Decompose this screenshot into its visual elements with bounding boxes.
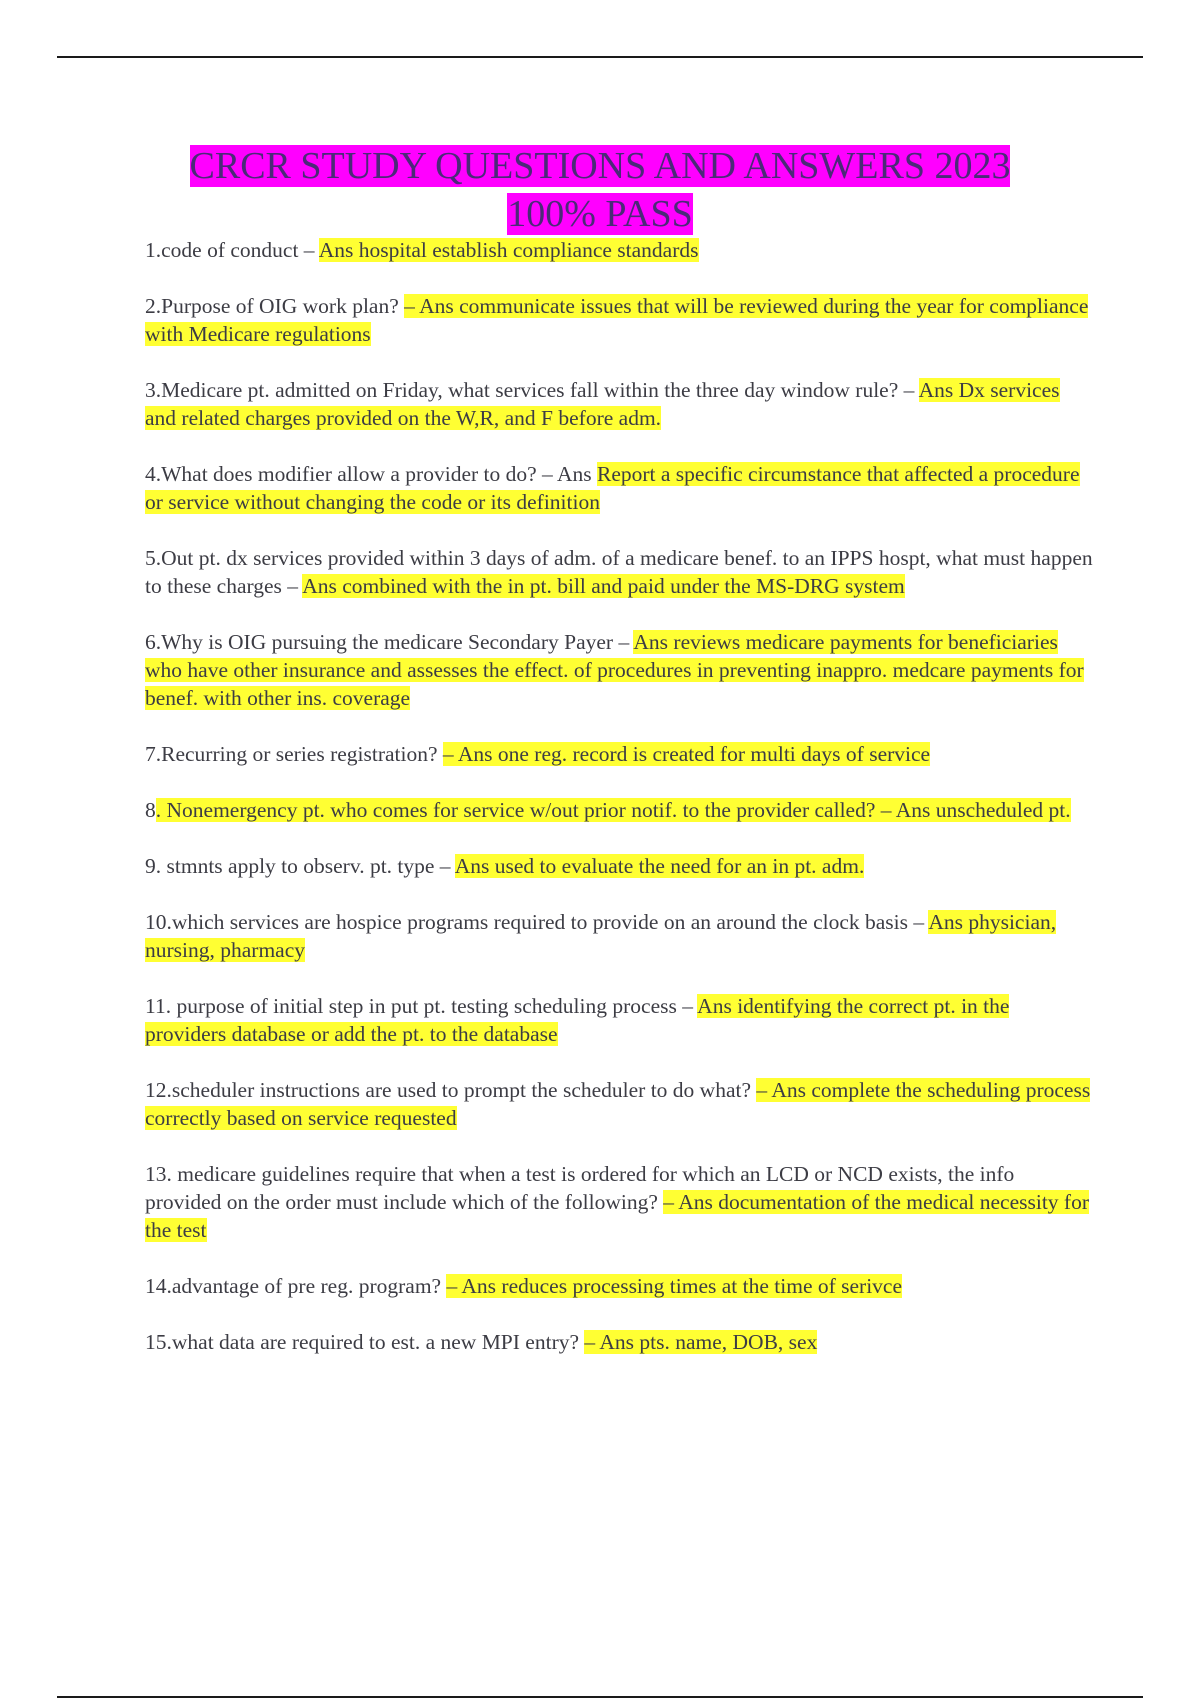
answer-text: Ans reviews medicare payments for beneficiaries who have other insurance and assesses the effect. of procedures in preventing inappro. medcare payments for benef. with other ins. coverage [145, 630, 1084, 710]
answer-text: Ans hospital establish compliance standards [318, 238, 699, 262]
answer-text: Ans identifying the correct pt. in the providers database or add the pt. to the database [145, 994, 1010, 1046]
qa-item-1 [145, 236, 1095, 264]
qa-item-4 [145, 460, 1095, 516]
qa-item-13 [145, 1160, 1095, 1244]
question-text: 12.scheduler instructions are used to prompt the scheduler to do what? [145, 1078, 757, 1102]
answer-text: Report a specific circumstance that affected a procedure or service without changing the code or its definition [145, 462, 1080, 514]
question-text: 6.Why is OIG pursuing the medicare Secondary Payer – [145, 630, 634, 654]
answer-text: – Ans complete the scheduling process correctly based on service requested [145, 1078, 1091, 1130]
qa-item-9 [145, 852, 1095, 880]
qa-item-8 [145, 796, 1095, 824]
answer-text: . Nonemergency pt. who comes for service w/out prior notif. to the provider called? – Ans unscheduled pt. [155, 798, 1071, 822]
answer-text: Ans combined with the in pt. bill and paid under the MS-DRG system [302, 574, 905, 598]
qa-item-12 [145, 1076, 1095, 1132]
question-text: 7.Recurring or series registration? [145, 742, 443, 766]
question-text: 14.advantage of pre reg. program? [145, 1274, 447, 1298]
answer-text: Ans used to evaluate the need for an in pt. adm. [454, 854, 865, 878]
answer-text: – Ans documentation of the medical necessity for the test [145, 1190, 1089, 1242]
title-line-1: CRCR STUDY QUESTIONS AND ANSWERS 2023 [189, 145, 1011, 187]
qa-item-3 [145, 376, 1095, 432]
question-text: 4.What does modifier allow a provider to do? – Ans [145, 462, 597, 486]
answer-text: Ans physician, nursing, pharmacy [145, 910, 1057, 962]
qa-item-10 [145, 908, 1095, 964]
qa-item-6 [145, 628, 1095, 712]
qa-item-7 [145, 740, 1095, 768]
question-text: 9. stmnts apply to observ. pt. type – [145, 854, 455, 878]
document-title [100, 142, 1100, 238]
answer-text: – Ans one reg. record is created for multi days of service [442, 742, 931, 766]
question-text: 1.code of conduct – [145, 238, 319, 262]
answer-text: – Ans reduces processing times at the time of serivce [446, 1274, 903, 1298]
qa-item-2 [145, 292, 1095, 348]
question-list [145, 236, 1095, 1384]
question-text: 11. purpose of initial step in put pt. testing scheduling process – [145, 994, 698, 1018]
answer-text: – Ans communicate issues that will be reviewed during the year for compliance with Medicare regulations [145, 294, 1089, 346]
question-text: 5.Out pt. dx services provided within 3 days of adm. of a medicare benef. to an IPPS hospt, what must happen to these charges – [145, 546, 1093, 598]
question-text: 10.which services are hospice programs required to provide on an around the clock basis – [145, 910, 929, 934]
question-text: 2.Purpose of OIG work plan? [145, 294, 405, 318]
qa-item-11 [145, 992, 1095, 1048]
qa-item-15 [145, 1328, 1095, 1356]
question-text: 15.what data are required to est. a new MPI entry? [145, 1330, 585, 1354]
question-text: 13. medicare guidelines require that when a test is ordered for which an LCD or NCD exists, the info provided on the order must include which of the following? [145, 1162, 1015, 1214]
top-rule [57, 56, 1143, 58]
question-text: 3.Medicare pt. admitted on Friday, what services fall within the three day window rule? – [145, 378, 919, 402]
title-line-2: 100% PASS [507, 193, 693, 235]
answer-text: Ans Dx services and related charges provided on the W,R, and F before adm. [145, 378, 1060, 430]
qa-item-14 [145, 1272, 1095, 1300]
qa-item-5 [145, 544, 1095, 600]
question-text: 8 [145, 798, 156, 822]
bottom-rule [57, 1696, 1143, 1698]
answer-text: – Ans pts. name, DOB, sex [584, 1330, 818, 1354]
